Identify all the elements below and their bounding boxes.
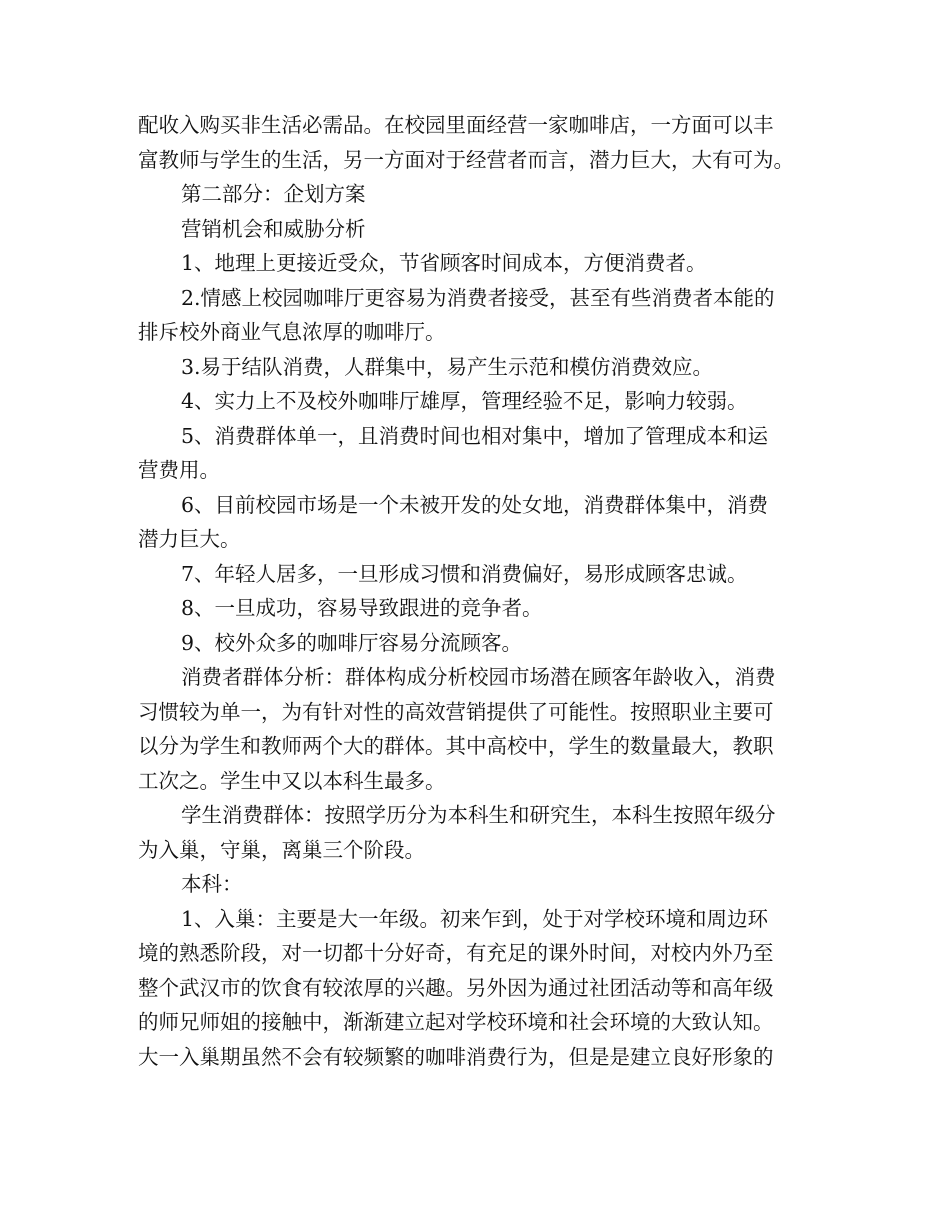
list-item: 7、年轻人居多，一旦形成习惯和消费偏好，易形成顾客忠诚。	[181, 561, 748, 586]
text-line: 营费用。	[138, 458, 220, 482]
list-item: 3.易于结队消费，人群集中，易产生示范和模仿消费效应。	[181, 354, 714, 379]
text-line: 整个武汉市的饮食有较浓厚的兴趣。另外因为通过社团活动等和高年级	[138, 975, 774, 1000]
subsection-heading: 营销机会和威胁分析	[181, 216, 366, 241]
list-item: 5、消费群体单一，且消费时间也相对集中，增加了管理成本和运	[181, 423, 769, 448]
text-line: 为入巢，守巢，离巢三个阶段。	[138, 837, 425, 862]
list-item: 1、入巢：主要是大一年级。初来乍到，处于对学校环境和周边环	[181, 906, 769, 931]
list-item: 9、校外众多的咖啡厅容易分流顾客。	[181, 630, 523, 655]
section-heading: 第二部分：企划方案	[181, 182, 366, 206]
list-item: 8、一旦成功，容易导致跟进的竞争者。	[181, 596, 543, 620]
text-line: 工次之。学生中又以本科生最多。	[138, 768, 446, 793]
text-line: 大一入巢期虽然不会有较频繁的咖啡消费行为，但是是建立良好形象的	[138, 1044, 774, 1069]
text-line: 以分为学生和教师两个大的群体。其中高校中，学生的数量最大，教职	[138, 734, 774, 758]
text-line: 习惯较为单一，为有针对性的高效营销提供了可能性。按照职业主要可	[138, 699, 774, 724]
text-line: 配收入购买非生活必需品。在校园里面经营一家咖啡店，一方面可以丰	[138, 113, 774, 137]
text-line: 潜力巨大。	[138, 527, 241, 551]
list-item: 2.情感上校园咖啡厅更容易为消费者接受，甚至有些消费者本能的	[181, 285, 775, 310]
text-line: 富教师与学生的生活，另一方面对于经营者而言，潜力巨大，大有可为。	[138, 147, 794, 172]
paragraph-start: 学生消费群体：按照学历分为本科生和研究生，本科生按照年级分	[181, 803, 776, 827]
document-body	[138, 108, 828, 1074]
paragraph-start: 消费者群体分析：群体构成分析校园市场潜在顾客年龄收入，消费	[181, 665, 776, 689]
text-line: 境的熟悉阶段，对一切都十分好奇，有充足的课外时间，对校内外乃至	[138, 941, 774, 965]
text-line: 的师兄师姐的接触中，渐渐建立起对学校环境和社会环境的大致认知。	[138, 1010, 774, 1034]
list-item: 4、实力上不及校外咖啡厅雄厚，管理经验不足，影响力较弱。	[181, 389, 748, 413]
subsection-heading: 本科：	[181, 872, 243, 896]
text-line: 排斥校外商业气息浓厚的咖啡厅。	[138, 320, 446, 344]
list-item: 6、目前校园市场是一个未被开发的处女地，消费群体集中，消费	[181, 492, 769, 517]
list-item: 1、地理上更接近受众，节省顾客时间成本，方便消费者。	[181, 251, 707, 275]
